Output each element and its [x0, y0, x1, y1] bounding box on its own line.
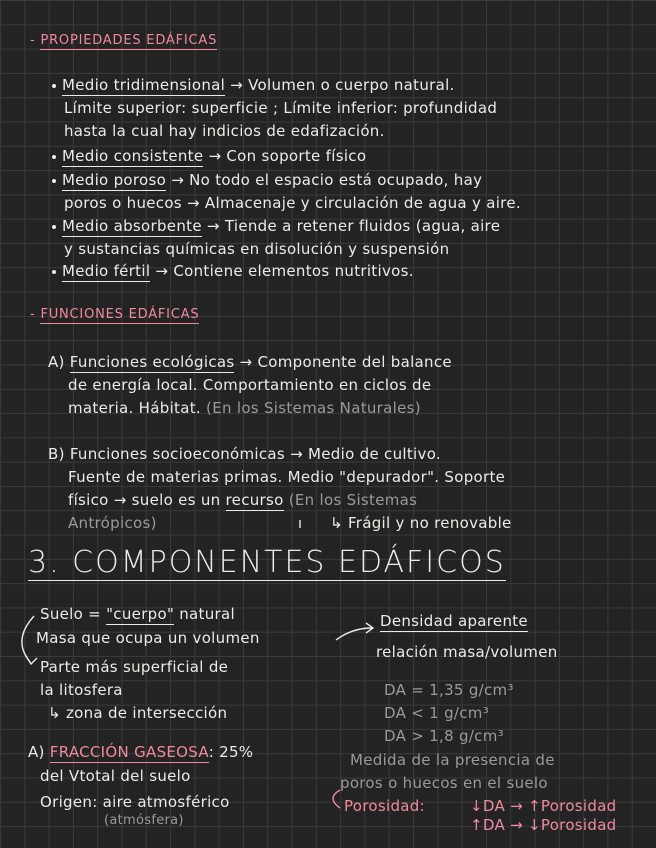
term: Medio tridimensional: [62, 76, 226, 94]
da-value-1: DA = 1,35 g/cm³: [384, 681, 514, 699]
litosfera-text: la litosfera: [40, 681, 123, 699]
porosidad-rule-2: ↑DA → ↓Porosidad: [470, 816, 617, 834]
continuation-text: y sustancias químicas en disolución y suspensión: [64, 240, 450, 258]
zona-text: ↳ zona de intersección: [48, 704, 228, 722]
function-b-line4: Antrópicos): [68, 514, 157, 532]
function-a: A) Funciones ecológicas → Componente del balance: [48, 353, 452, 371]
section-heading-funciones: - FUNCIONES EDÁFICAS: [30, 307, 200, 322]
function-a-line2: de energía local. Comportamiento en ciclos de: [68, 376, 432, 394]
list-item: Medio consistente → Con soporte físico: [52, 149, 366, 164]
densidad-title: Densidad aparente: [380, 612, 528, 630]
da-value-2: DA < 1 g/cm³: [384, 704, 490, 722]
list-item: Medio fértil → Contiene elementos nutritivos.: [52, 264, 414, 279]
medida-text: Medida de la presencia de: [350, 751, 555, 769]
masa-text: Masa que ocupa un volumen: [36, 629, 260, 647]
suelo-definition: Suelo = "cuerpo" natural: [40, 605, 235, 623]
list-item: Medio tridimensional → Volumen o cuerpo natural.: [52, 78, 455, 93]
atmosfera-text: (atmósfera): [104, 813, 184, 828]
continuation-text: poros o huecos → Almacenaje y circulación de agua y aire.: [64, 194, 521, 212]
parte-text: Parte más superficial de: [40, 658, 229, 676]
porosidad-rule-1: ↓DA → ↑Porosidad: [470, 797, 617, 815]
page-title: 3. COMPONENTES EDÁFICOS: [28, 545, 506, 580]
fraccion-gaseosa: A) FRACCIÓN GASEOSA: 25%: [28, 743, 254, 761]
medida-text-2: poros o huecos en el suelo: [340, 774, 548, 792]
function-b-line3: físico → suelo es un recurso (En los Sistemas: [68, 491, 418, 509]
origen-text: Origen: aire atmosférico: [40, 793, 230, 811]
fraccion-line2: del Vtotal del suelo: [40, 767, 191, 785]
section-heading-propiedades: - PROPIEDADES EDÁFICAS: [30, 33, 218, 48]
relacion-text: relación masa/volumen: [376, 643, 558, 661]
da-value-3: DA > 1,8 g/cm³: [384, 727, 504, 745]
fragil-note: ↳ Frágil y no renovable: [330, 514, 512, 532]
porosidad-label: Porosidad:: [344, 797, 425, 815]
function-b-line2: Fuente de materias primas. Medio "depurador". Soporte: [68, 468, 506, 486]
function-b: B) Funciones socioeconómicas → Medio de cultivo.: [48, 445, 441, 463]
list-item: Medio poroso → No todo el espacio está ocupado, hay: [52, 173, 482, 188]
list-item: Medio absorbente → Tiende a retener fluidos (agua, aire: [52, 219, 500, 234]
continuation-text: Límite superior: superficie ; Límite inferior: profundidad: [64, 99, 498, 117]
continuation-text: hasta la cual hay indicios de edafización.: [64, 122, 385, 140]
function-a-line3: materia. Hábitat. (En los Sistemas Naturales): [68, 399, 421, 417]
